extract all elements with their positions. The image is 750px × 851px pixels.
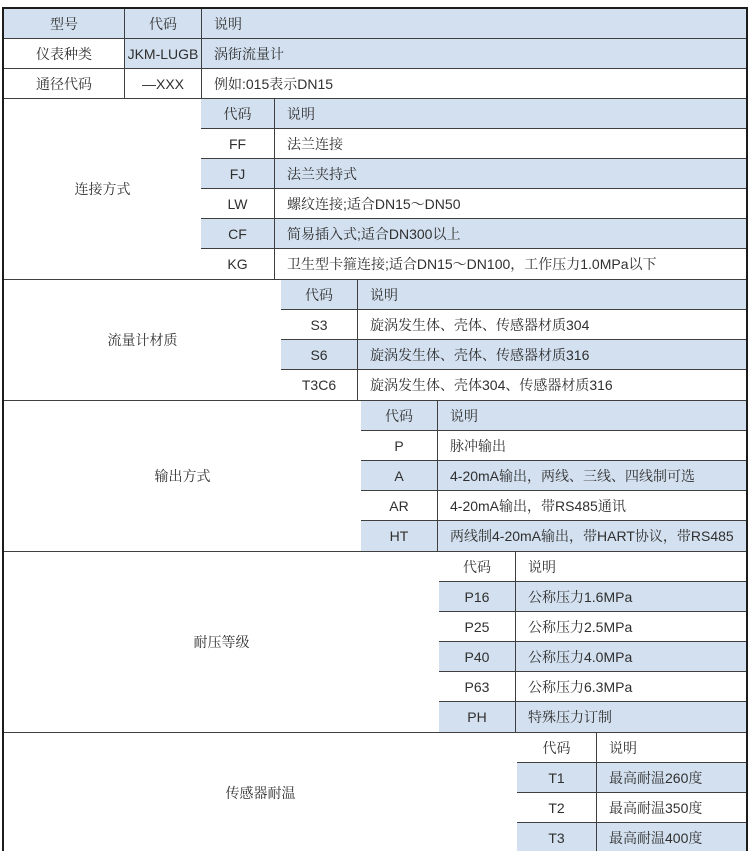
subtable-row [361, 461, 746, 491]
desc-cell: 法兰连接 [274, 129, 746, 158]
section-rows [361, 401, 746, 551]
desc-cell: 公称压力6.3MPa [515, 672, 746, 701]
desc-cell: 最高耐温260度 [596, 763, 746, 792]
table-section-1 [4, 99, 746, 280]
desc-cell: 两线制4-20mA输出，带HART协议，带RS485 [437, 521, 746, 551]
subtable-row [439, 672, 746, 702]
subtable-row [201, 249, 746, 279]
subtable-row [517, 823, 746, 851]
section-rows [439, 552, 746, 732]
section-label: 输出方式 [4, 401, 361, 551]
desc-cell: 螺纹连接;适合DN15～DN50 [274, 189, 746, 218]
subtable-row [439, 582, 746, 612]
row-label: 通径代码 [36, 75, 92, 92]
table-row [4, 69, 746, 99]
subtable-row [439, 642, 746, 672]
code-cell: T2 [517, 793, 596, 822]
desc-cell: 公称压力4.0MPa [515, 642, 746, 671]
subtable-row [361, 521, 746, 551]
subtable-header-code: 代码 [361, 401, 437, 430]
table-section-4 [4, 552, 746, 733]
code-cell: P [361, 431, 437, 460]
desc-cell: 脉冲输出 [437, 431, 746, 460]
code-cell: P25 [439, 612, 515, 641]
subtable-header-row [361, 401, 746, 431]
desc-cell: 旋涡发生体、壳体、传感器材质316 [357, 340, 746, 369]
desc-cell: 最高耐温400度 [596, 823, 746, 851]
desc-cell: 最高耐温350度 [596, 793, 746, 822]
table-section-5 [4, 733, 746, 851]
code-cell: FF [201, 129, 274, 158]
subtable-row [517, 763, 746, 793]
subtable-header-row [439, 552, 746, 582]
subtable-row [439, 702, 746, 732]
desc-cell: 4-20mA输出，带RS485通讯 [437, 491, 746, 520]
code-cell: AR [361, 491, 437, 520]
subtable-row [517, 793, 746, 823]
subtable-header-row [281, 280, 746, 310]
code-cell: T3C6 [281, 370, 357, 400]
code-cell: S3 [281, 310, 357, 339]
subtable-row [201, 159, 746, 189]
subtable-header-desc: 说明 [515, 552, 746, 581]
subtable-header-desc: 说明 [437, 401, 746, 430]
subtable-row [281, 310, 746, 340]
subtable-header-desc: 说明 [274, 99, 746, 128]
table-section-3 [4, 401, 746, 552]
header-cell-model: 型号 [4, 9, 124, 38]
section-label: 流量计材质 [4, 280, 281, 400]
section-rows [201, 99, 746, 279]
model-table [2, 7, 748, 851]
code-cell: LW [201, 189, 274, 218]
subtable-row [201, 129, 746, 159]
table-header-row [4, 9, 746, 39]
desc-cell: 4-20mA输出，两线、三线、四线制可选 [437, 461, 746, 490]
code-cell: KG [201, 249, 274, 279]
code-cell: T1 [517, 763, 596, 792]
row-label: 仪表种类 [36, 45, 92, 62]
subtable-row [281, 340, 746, 370]
subtable-row [361, 431, 746, 461]
subtable-row [201, 189, 746, 219]
code-cell: PH [439, 702, 515, 732]
section-label: 耐压等级 [4, 552, 439, 732]
subtable-header-desc: 说明 [596, 733, 746, 762]
subtable-header-row [517, 733, 746, 763]
code-cell: HT [361, 521, 437, 551]
section-rows [517, 733, 746, 851]
section-rows [281, 280, 746, 400]
desc-cell: 旋涡发生体、壳体304、传感器材质316 [357, 370, 746, 400]
code-cell: FJ [201, 159, 274, 188]
code-cell: P63 [439, 672, 515, 701]
desc-cell: 旋涡发生体、壳体、传感器材质304 [357, 310, 746, 339]
header-cell-code: 代码 [124, 9, 201, 38]
desc-cell: 特殊压力订制 [515, 702, 746, 732]
desc-cell: 卫生型卡箍连接;适合DN15～DN100，工作压力1.0MPa以下 [274, 249, 746, 279]
subtable-header-code: 代码 [439, 552, 515, 581]
code-cell: T3 [517, 823, 596, 851]
row-code: JKM-LUGB [124, 39, 201, 68]
table-section-2 [4, 280, 746, 401]
table-row [4, 39, 746, 69]
subtable-row [201, 219, 746, 249]
subtable-header-code: 代码 [281, 280, 357, 309]
row-desc: 涡街流量计 [201, 39, 746, 68]
subtable-row [439, 612, 746, 642]
code-cell: P40 [439, 642, 515, 671]
desc-cell: 简易插入式;适合DN300以上 [274, 219, 746, 248]
header-cell-desc: 说明 [201, 9, 746, 38]
row-desc: 例如:015表示DN15 [201, 69, 746, 98]
subtable-row [281, 370, 746, 400]
desc-cell: 法兰夹持式 [274, 159, 746, 188]
subtable-header-code: 代码 [201, 99, 274, 128]
section-label: 传感器耐温 [4, 733, 517, 851]
code-cell: A [361, 461, 437, 490]
subtable-header-code: 代码 [517, 733, 596, 762]
code-cell: CF [201, 219, 274, 248]
subtable-header-desc: 说明 [357, 280, 746, 309]
subtable-header-row [201, 99, 746, 129]
code-cell: S6 [281, 340, 357, 369]
desc-cell: 公称压力1.6MPa [515, 582, 746, 611]
subtable-row [361, 491, 746, 521]
row-code: —XXX [124, 69, 201, 98]
desc-cell: 公称压力2.5MPa [515, 612, 746, 641]
code-cell: P16 [439, 582, 515, 611]
section-label: 连接方式 [4, 99, 201, 279]
